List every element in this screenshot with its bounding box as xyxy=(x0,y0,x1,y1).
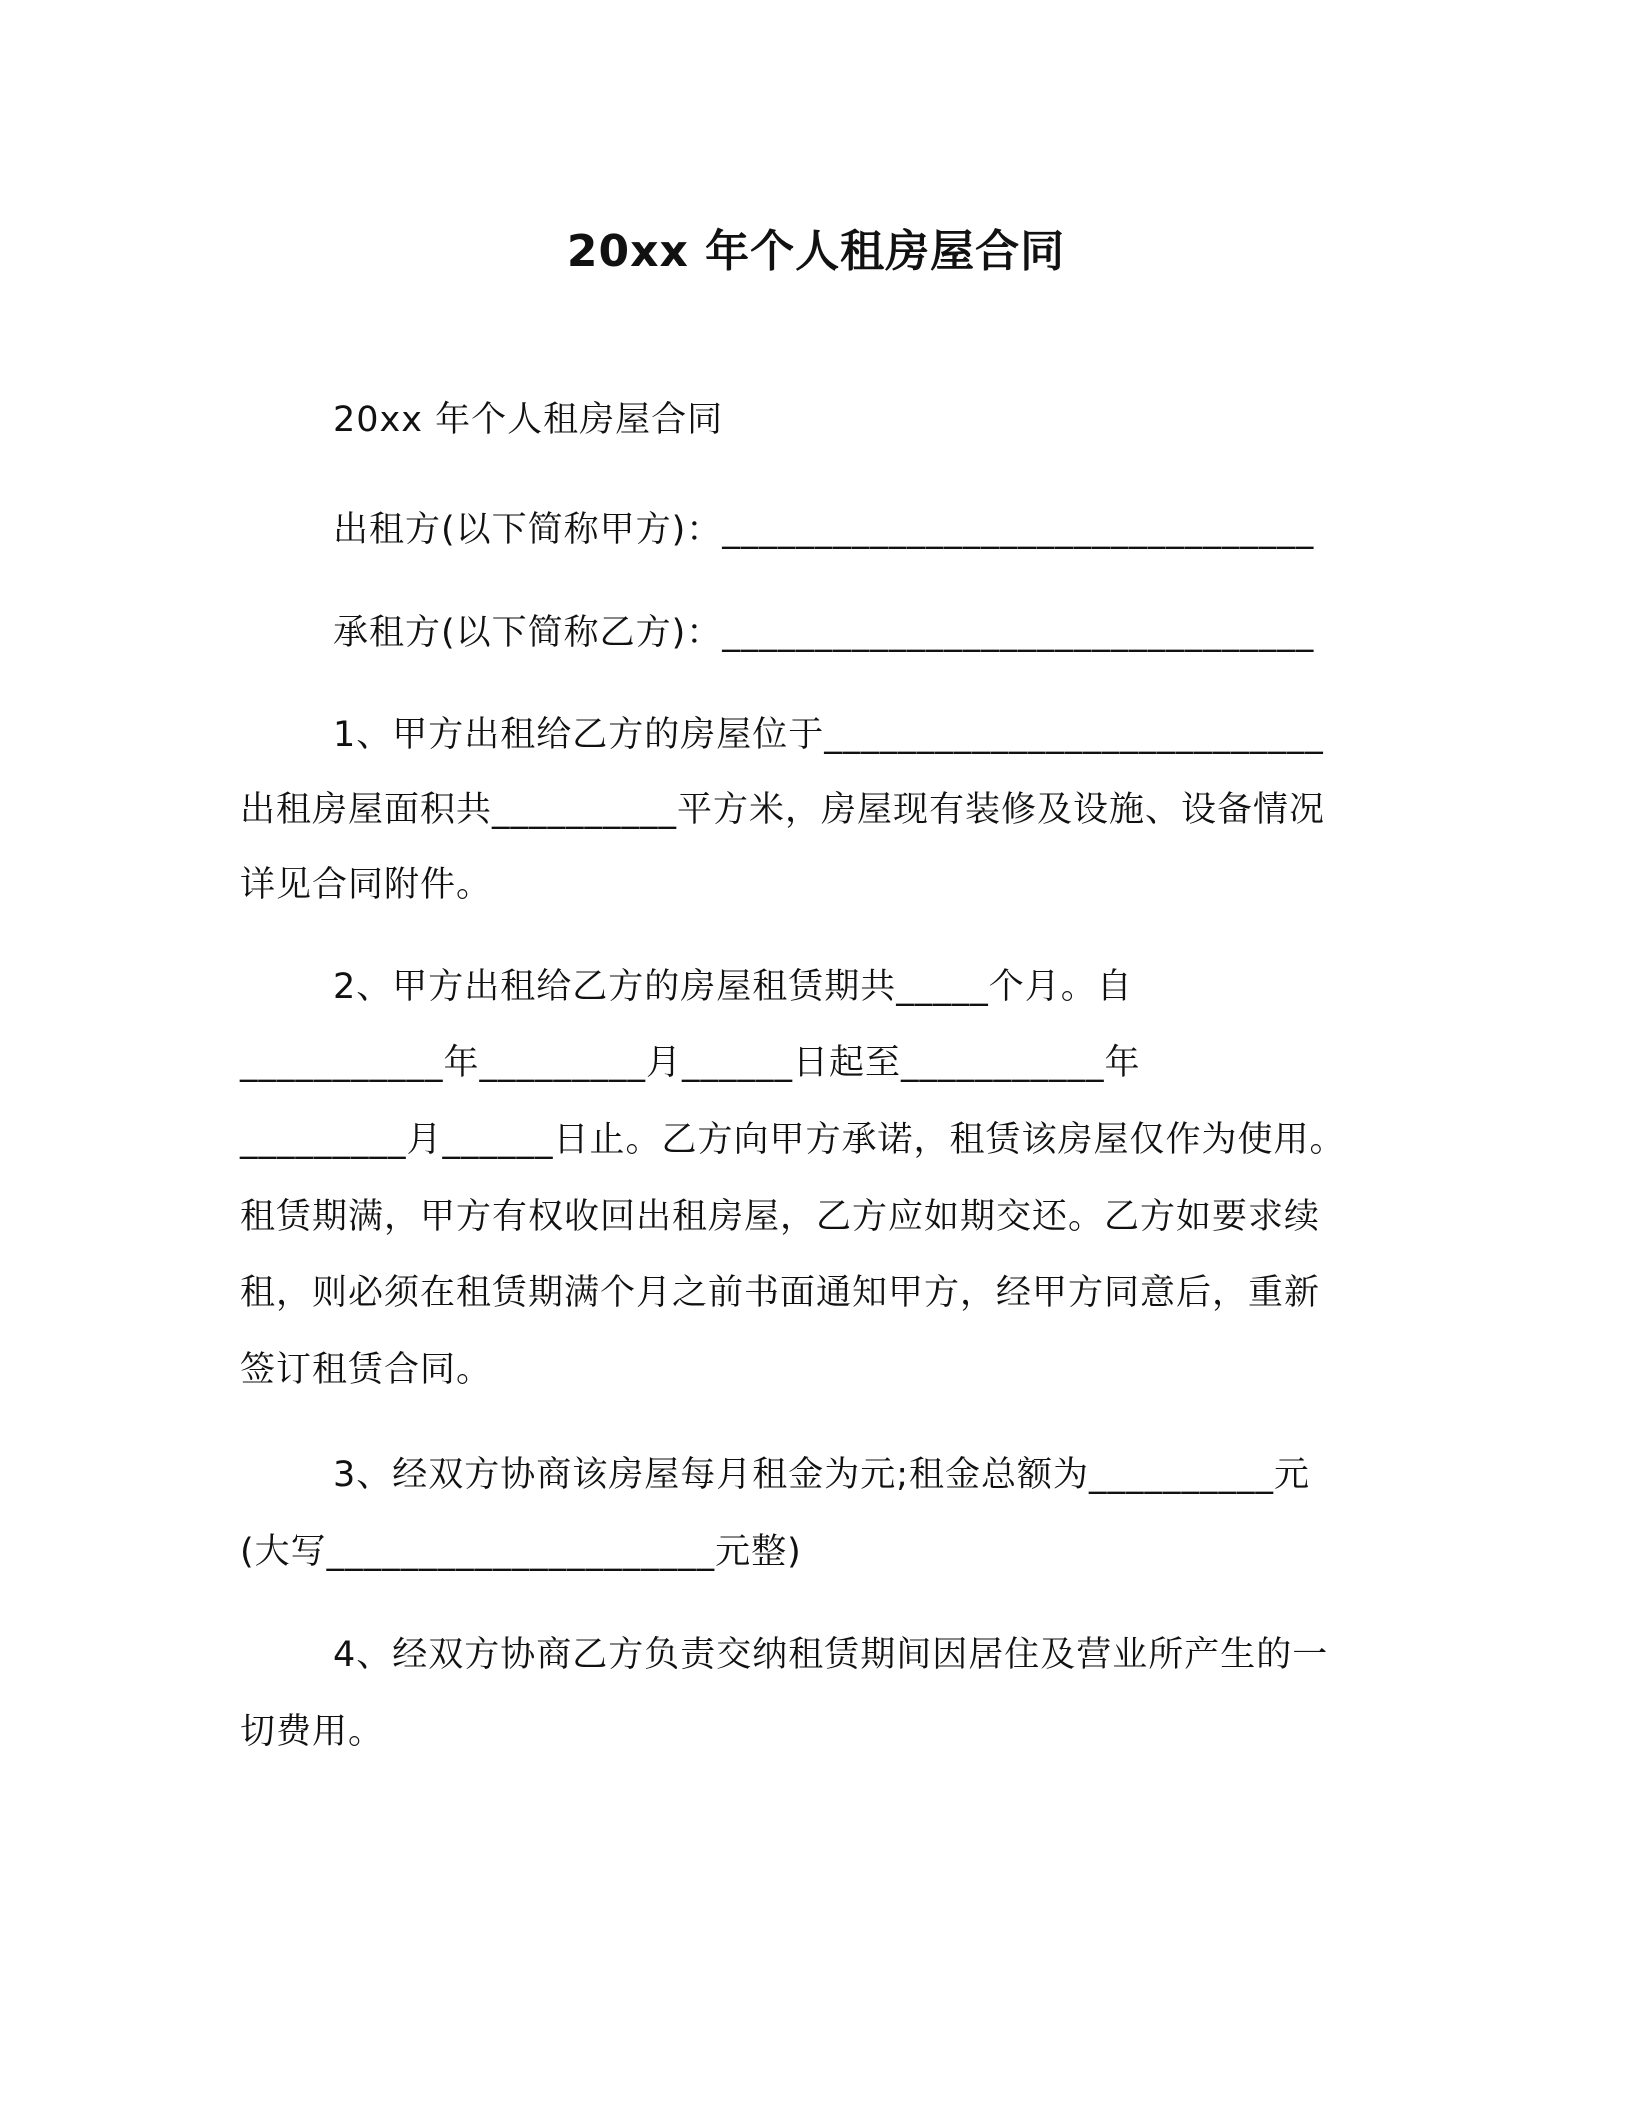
lessee-line: 承租方(以下简称乙方)：________________________________ xyxy=(333,613,1315,653)
clause-4-line-1: 4、经双方协商乙方负责交纳租赁期间因居住及营业所产生的一 xyxy=(333,1635,1329,1675)
clause-2-line-4: 租赁期满，甲方有权收回出租房屋，乙方应如期交还。乙方如要求续 xyxy=(240,1197,1321,1237)
clause-1-line-2: 出租房屋面积共__________平方米，房屋现有装修及设施、设备情况 xyxy=(240,790,1326,830)
clause-3-line-2: (大写_____________________元整) xyxy=(240,1532,802,1572)
document-subtitle: 20xx 年个人租房屋合同 xyxy=(333,400,724,440)
clause-4-line-2: 切费用。 xyxy=(240,1712,385,1752)
clause-1-line-1: 1、甲方出租给乙方的房屋位于___________________________ xyxy=(333,715,1324,755)
lessor-line: 出租方(以下简称甲方)：________________________________ xyxy=(333,510,1315,550)
clause-2-line-6: 签订租赁合同。 xyxy=(240,1350,493,1390)
clause-2-line-3: _________月______日止。乙方向甲方承诺，租赁该房屋仅作为使用。 xyxy=(240,1120,1346,1160)
clause-2-line-1: 2、甲方出租给乙方的房屋租赁期共_____个月。自 xyxy=(333,967,1133,1007)
clause-2-line-2: ___________年_________月______日起至___________年 xyxy=(240,1043,1141,1083)
clause-2-line-5: 租，则必须在租赁期满个月之前书面通知甲方，经甲方同意后，重新 xyxy=(240,1273,1321,1313)
clause-3-line-1: 3、经双方协商该房屋每月租金为元;租金总额为__________元 xyxy=(333,1455,1311,1495)
clause-1-line-3: 详见合同附件。 xyxy=(240,865,493,905)
document-title: 20xx 年个人租房屋合同 xyxy=(566,226,1066,277)
